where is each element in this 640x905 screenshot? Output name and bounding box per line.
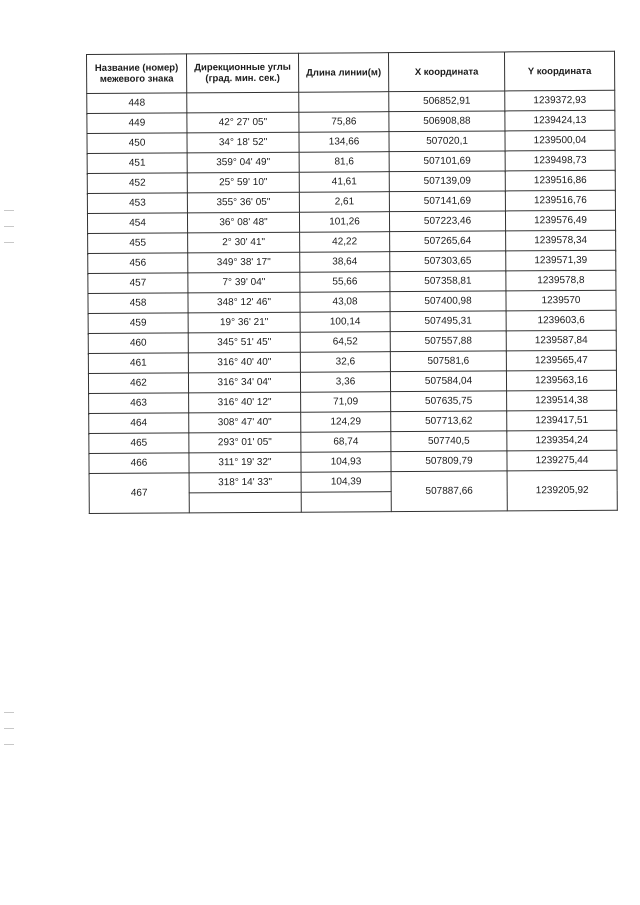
point-name-cell: 456 [88,253,188,274]
header-x-coordinate: X координата [388,52,504,92]
point-name-cell: 459 [88,313,188,334]
angle-cell: 316° 40' 40" [188,352,300,373]
length-cell: 2,61 [299,192,389,213]
table-header-row [87,51,615,93]
point-name-cell: 454 [87,213,187,234]
angle-cell: 19° 36' 21" [188,312,300,333]
point-name-cell: 450 [87,133,187,154]
point-name-cell: 465 [89,433,189,454]
angle-cell: 359° 04' 49" [187,152,299,173]
x-coordinate-cell: 507887,66 [391,471,507,512]
angle-cell: 311° 19' 32" [189,452,301,473]
point-name-cell: 451 [87,153,187,174]
angle-cell: 42° 27' 05" [187,112,299,133]
y-coordinate-cell: 1239275,44 [507,450,617,471]
point-name-cell: 448 [87,93,187,114]
point-name-cell: 467 [89,473,189,514]
length-cell: 134,66 [299,132,389,153]
y-coordinate-cell: 1239578,8 [506,270,616,291]
header-line-length: Длина линии(м) [298,53,388,93]
x-coordinate-cell: 507400,98 [390,291,506,312]
length-cell [299,92,389,113]
y-coordinate-cell: 1239354,24 [507,430,617,451]
x-coordinate-cell: 506852,91 [389,91,505,112]
length-cell: 71,09 [301,392,391,413]
y-coordinate-cell: 1239516,76 [505,190,615,211]
point-name-cell: 449 [87,113,187,134]
length-cell: 100,14 [300,312,390,333]
x-coordinate-cell: 507101,69 [389,151,505,172]
x-coordinate-cell: 507495,31 [390,311,506,332]
angle-cell: 25° 59' 10" [187,172,299,193]
x-coordinate-cell: 507141,69 [389,191,505,212]
y-coordinate-cell: 1239500,04 [505,130,615,151]
length-cell: 104,39 [301,472,391,493]
length-cell: 124,29 [301,412,391,433]
x-coordinate-cell: 507713,62 [391,411,507,432]
y-coordinate-cell: 1239498,73 [505,150,615,171]
y-coordinate-cell: 1239372,93 [505,90,615,111]
x-coordinate-cell: 507809,79 [391,451,507,472]
point-name-cell: 461 [88,353,188,374]
page-edge-marks [4,0,16,905]
y-coordinate-cell: 1239205,92 [507,470,617,511]
y-coordinate-cell: 1239587,84 [506,330,616,351]
angle-cell: 345° 51' 45" [188,332,300,353]
length-cell: 104,93 [301,452,391,473]
x-coordinate-cell: 507584,04 [390,371,506,392]
length-cell: 101,26 [299,212,389,233]
angle-cell: 355° 36' 05" [187,192,299,213]
header-point-name: Название (номер) межевого знака [87,54,187,94]
point-name-cell: 466 [89,453,189,474]
length-cell: 38,64 [300,252,390,273]
x-coordinate-cell: 507020,1 [389,131,505,152]
angle-cell: 7° 39' 04" [188,272,300,293]
angle-cell: 34° 18' 52" [187,132,299,153]
y-coordinate-cell: 1239570 [506,290,616,311]
point-name-cell: 462 [88,373,188,394]
x-coordinate-cell: 506908,88 [389,111,505,132]
angle-cell: 308° 47' 40" [189,412,301,433]
length-cell: 43,08 [300,292,390,313]
length-cell: 75,86 [299,112,389,133]
point-name-cell: 460 [88,333,188,354]
boundary-coordinates-table [86,51,618,514]
length-cell: 68,74 [301,432,391,453]
angle-cell [189,492,301,513]
y-coordinate-cell: 1239603,6 [506,310,616,331]
y-coordinate-cell: 1239516,86 [505,170,615,191]
point-name-cell: 455 [88,233,188,254]
y-coordinate-cell: 1239563,16 [506,370,616,391]
length-cell: 55,66 [300,272,390,293]
length-cell: 32,6 [300,352,390,373]
x-coordinate-cell: 507740,5 [391,431,507,452]
header-y-coordinate: Y координата [504,51,614,91]
length-cell: 3,36 [300,372,390,393]
length-cell: 81,6 [299,152,389,173]
y-coordinate-cell: 1239578,34 [506,230,616,251]
y-coordinate-cell: 1239417,51 [507,410,617,431]
x-coordinate-cell: 507303,65 [390,251,506,272]
y-coordinate-cell: 1239565,47 [506,350,616,371]
point-name-cell: 463 [89,393,189,414]
point-name-cell: 464 [89,413,189,434]
y-coordinate-cell: 1239514,38 [507,390,617,411]
length-cell: 41,61 [299,172,389,193]
length-cell [301,492,391,513]
x-coordinate-cell: 507635,75 [391,391,507,412]
angle-cell: 349° 38' 17" [188,252,300,273]
angle-cell: 318° 14' 33" [189,472,301,493]
angle-cell: 36° 08' 48" [187,212,299,233]
header-directional-angle: Дирекционные углы (град. мин. сек.) [187,53,299,93]
point-name-cell: 458 [88,293,188,314]
x-coordinate-cell: 507139,09 [389,171,505,192]
x-coordinate-cell: 507223,46 [389,211,505,232]
angle-cell [187,92,299,113]
angle-cell: 316° 34' 04" [188,372,300,393]
y-coordinate-cell: 1239571,39 [506,250,616,271]
angle-cell: 293° 01' 05" [189,432,301,453]
angle-cell: 348° 12' 46" [188,292,300,313]
length-cell: 42,22 [300,232,390,253]
point-name-cell: 452 [87,173,187,194]
y-coordinate-cell: 1239576,49 [505,210,615,231]
y-coordinate-cell: 1239424,13 [505,110,615,131]
length-cell: 64,52 [300,332,390,353]
x-coordinate-cell: 507581,6 [390,351,506,372]
angle-cell: 316° 40' 12" [189,392,301,413]
angle-cell: 2° 30' 41" [188,232,300,253]
x-coordinate-cell: 507265,64 [390,231,506,252]
x-coordinate-cell: 507358,81 [390,271,506,292]
x-coordinate-cell: 507557,88 [390,331,506,352]
point-name-cell: 453 [87,193,187,214]
point-name-cell: 457 [88,273,188,294]
